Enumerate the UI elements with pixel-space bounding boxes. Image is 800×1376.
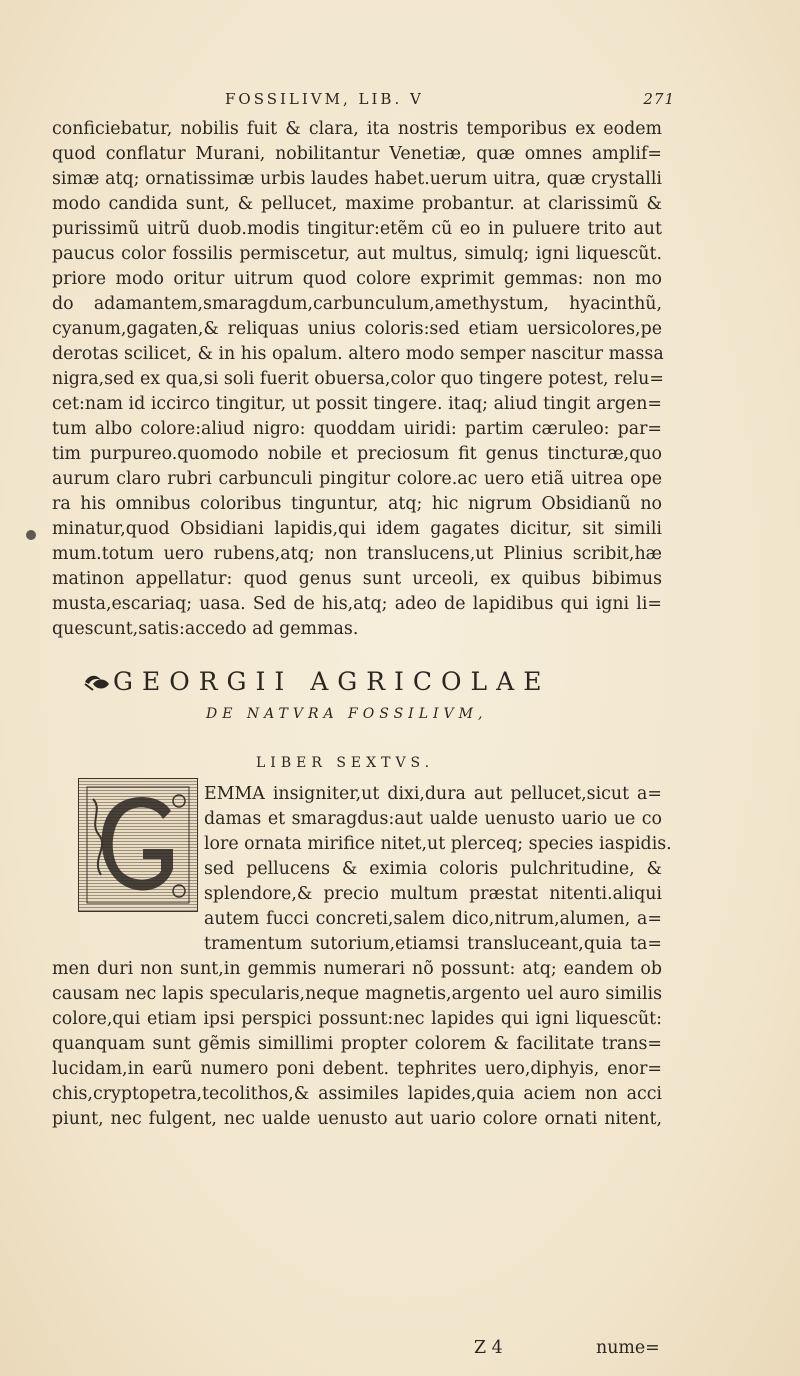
- text-line: quescunt,satis:accedo ad gemmas.: [52, 619, 359, 639]
- text-line: paucus color fossilis permiscetur, aut multus, simulq; igni liquescũt.: [52, 244, 662, 264]
- text-line: aurum claro rubri carbunculi pingitur colore.ac uero etiã uitrea ope: [52, 469, 662, 489]
- text-line: conficiebatur, nobilis fuit & clara, ita nostris temporibus ex eodem: [52, 119, 662, 139]
- text-line: quod conflatur Murani, nobilitantur Venetiæ, quæ omnes amplif=: [52, 144, 662, 164]
- text-line: quanquam sunt gẽmis simillimi propter colorem & facilitate trans=: [52, 1034, 662, 1054]
- running-head-title: FOSSILIVM, LIB. V: [225, 90, 424, 108]
- text-line: men duri non sunt,in gemmis numerari nõ possunt: atq; eandem ob: [52, 959, 662, 979]
- text-line: do adamantem,smaragdum,carbunculum,amethystum, hyacinthũ,: [52, 294, 662, 314]
- fleuron-icon: [83, 672, 111, 692]
- running-head: [215, 90, 675, 112]
- margin-mark: [26, 530, 36, 540]
- text-line: purissimũ uitrũ duob.modis tingitur:etẽm cũ eo in puluere trito aut: [52, 219, 662, 239]
- text-line: cyanum,gagaten,& reliquas unius coloris:sed etiam uersicolores,pe: [52, 319, 662, 339]
- text-line: splendore,& precio multum præstat nitenti.aliqui: [204, 884, 662, 904]
- text-line: tim purpureo.quomodo nobile et preciosum fit genus tincturæ,quo: [52, 444, 662, 464]
- text-line: musta,escariaq; uasa. Sed de his,atq; adeo de lapidibus qui igni li=: [52, 594, 662, 614]
- text-line: tum albo colore:aliud nigro: quoddam uiridi: partim cæruleo: par=: [52, 419, 662, 439]
- text-line: matinon appellatur: quod genus sunt urceoli, ex quibus bibimus: [52, 569, 662, 589]
- text-line: minatur,quod Obsidiani lapidis,qui idem gagates dicitur, sit simili: [52, 519, 662, 539]
- catchword: nume=: [596, 1338, 660, 1358]
- text-line: damas et smaragdus:aut ualde uenusto uario ue co: [204, 809, 662, 829]
- text-line: causam nec lapis specularis,neque magnetis,argento uel auro similis: [52, 984, 662, 1004]
- text-line: mum.totum uero rubens,atq; non translucens,ut Plinius scribit,hæ: [52, 544, 662, 564]
- text-line: simæ atq; ornatissimæ urbis laudes habet.uerum uitra, quæ crystalli: [52, 169, 662, 189]
- text-line: derotas scilicet, & in his opalum. altero modo semper nascitur massa: [52, 344, 664, 364]
- text-line: piunt, nec fulgent, nec ualde uenusto aut uario colore ornati nitent,: [52, 1109, 662, 1129]
- book-heading-number: LIBER SEXTVS.: [256, 755, 435, 771]
- text-line: chis,cryptopetra,tecolithos,& assimiles lapides,quia aciem non acci: [52, 1084, 662, 1104]
- signature-mark: Z 4: [474, 1338, 503, 1358]
- text-line: cet:nam id iccirco tingitur, ut possit tingere. itaq; aliud tingit argen=: [52, 394, 662, 414]
- book-heading-author: GEORGII AGRICOLAE: [113, 667, 551, 696]
- book-heading-work: DE NATVRA FOSSILIVM,: [206, 706, 488, 722]
- page-number: 271: [643, 90, 675, 108]
- text-line: tramentum sutorium,etiamsi transluceant,quia ta=: [204, 934, 662, 954]
- text-line: autem fucci concreti,salem dico,nitrum,alumen, a=: [204, 909, 662, 929]
- decorated-initial-image: [78, 778, 198, 912]
- text-line: modo candida sunt, & pellucet, maxime probantur. at clarissimũ &: [52, 194, 662, 214]
- text-line: sed pellucens & eximia coloris pulchritudine, &: [204, 859, 662, 879]
- text-line: priore modo oritur uitrum quod colore exprimit gemmas: non mo: [52, 269, 662, 289]
- text-line: ra his omnibus coloribus tinguntur, atq; hic nigrum Obsidianũ no: [52, 494, 662, 514]
- text-line: EMMA insigniter,ut dixi,dura aut pellucet,sicut a=: [204, 784, 662, 804]
- text-line: lucidam,in earũ numero poni debent. tephrites uero,diphyis, enor=: [52, 1059, 662, 1079]
- text-line: nigra,sed ex qua,si soli fuerit obuersa,color quo tingere potest, relu=: [52, 369, 664, 389]
- text-line: colore,qui etiam ipsi perspici possunt:nec lapides qui igni liquescũt:: [52, 1009, 662, 1029]
- text-line: lore ornata mirifice nitet,ut plerceq; species iaspidis.: [204, 834, 672, 854]
